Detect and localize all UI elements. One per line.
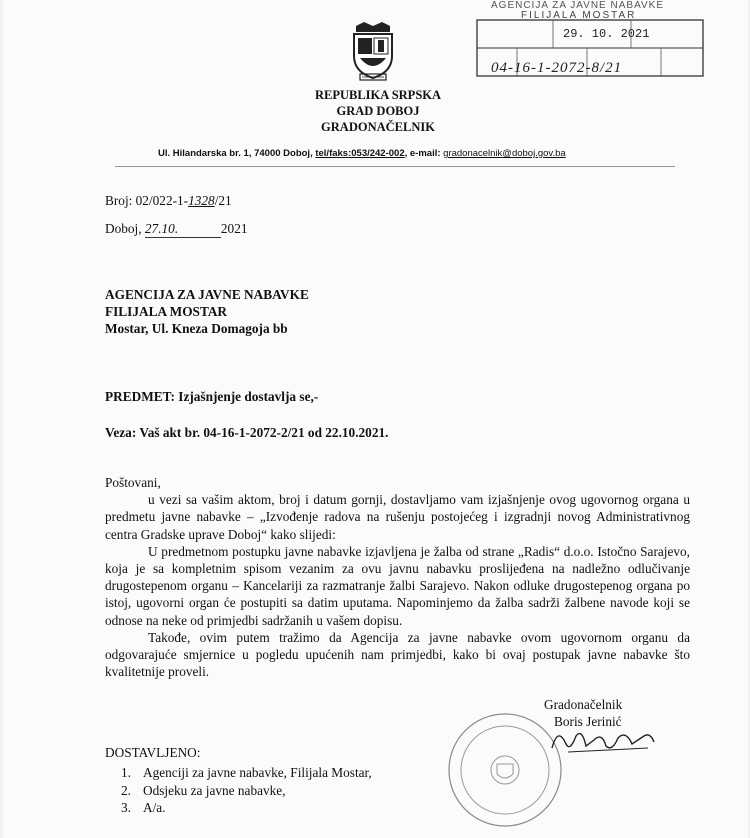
reference-label: Veza: xyxy=(105,425,137,440)
date-prefix: Doboj, xyxy=(105,221,142,236)
salutation: Poštovani, xyxy=(105,475,161,490)
header-divider xyxy=(115,166,675,167)
address-phone: tel/faks:053/242-002 xyxy=(315,148,405,159)
reference-line xyxy=(105,425,388,441)
recipient-name: AGENCIJA ZA JAVNE NABAVKE xyxy=(105,287,309,302)
stamp-agency-line: AGENCIJA ZA JAVNE NABAVKE xyxy=(491,0,665,11)
body-paragraph: Takođe, ovim putem tražimo da Agencija za javne nabavke ovom ugovornom organu da odgovarajuće smjernice u pogledu upućenih nam primjedbi, kako bi ovaj postupak javne nabavke što kvalitetnije proveli. xyxy=(105,629,690,680)
date-year: 2021 xyxy=(220,221,248,236)
letterhead-address: Ul. Hilandarska br. 1, 74000 Doboj, tel/faks:053/242-002, e-mail: gradonacelnik@doboj.gov.ba xyxy=(158,148,566,159)
letterhead-office: GRADONAČELNIK xyxy=(321,120,435,134)
stamp-branch-line: FILIJALA MOSTAR xyxy=(521,10,637,21)
list-item: 1. Agenciji za javne nabavke, Filijala Mostar, xyxy=(121,765,372,780)
body-paragraph: u vezi sa vašim aktom, broj i datum gornji, dostavljamo vam izjašnjenje ovog ugovornog organa u predmetu javne nabavke – „Izvođenje radova na rušenju postojećeg i izgradnji novog Administrativnog centra Gradske uprave Doboj“ kako slijedi: xyxy=(105,492,690,542)
distribution-heading: DOSTAVLJENO: xyxy=(105,745,201,760)
body-paragraph: U predmetnom postupku javne nabavke izjavljena je žalba od strane „Radis“ d.o.o. Istočno Sarajevo, koja je sa kompletnim spisom vezanim za ovu javnu nabavku proslijeđena na nadležno odlučivanje drugostepenom organu – Kancelariji za razmatranje žalbi Sarajevo. Nakon odluke drugostepenog organa po istoj, ugovorni organ će postupiti sa datim uputama. Napominjemo da žalba sadrži žalbene navode koji se odnose na neke od primjedbi sadržanih u vašem dopisu. xyxy=(105,543,690,628)
number-suffix: /21 xyxy=(214,193,232,208)
signatory-title: Gradonačelnik xyxy=(544,697,623,712)
official-seal xyxy=(445,710,565,830)
list-item: 3. A/a. xyxy=(121,800,166,815)
coat-of-arms-emblem xyxy=(348,20,398,82)
list-item: 2. Odsjeku za javne nabavke, xyxy=(121,782,286,798)
subject-label: PREDMET: xyxy=(105,389,175,404)
document-date xyxy=(105,221,248,238)
document-number xyxy=(105,193,232,209)
address-email: gradonacelnik@doboj.gov.ba xyxy=(443,148,566,159)
subject-text: Izjašnjenje dostavlja se,- xyxy=(178,389,319,404)
recipient-address: Mostar, Ul. Kneza Domagoja bb xyxy=(105,321,288,336)
letter-body xyxy=(105,474,690,680)
letterhead-city: GRAD DOBOJ xyxy=(336,104,420,118)
handwritten-signature xyxy=(548,722,658,758)
number-handwritten: 1328 xyxy=(188,193,215,208)
address-street: Ul. Hilandarska br. 1, 74000 Doboj xyxy=(158,148,311,159)
letterhead-country: REPUBLIKA SRPSKA xyxy=(314,88,442,102)
stamp-reference: 04-16-1-2072-8/21 xyxy=(491,60,623,76)
subject-line xyxy=(105,389,318,405)
document-page xyxy=(3,0,748,838)
date-handwritten: 27.10. xyxy=(145,221,221,238)
number-prefix: Broj: 02/022-1- xyxy=(105,193,189,208)
reference-text: Vaš akt br. 04-16-1-2072-2/21 od 22.10.2021. xyxy=(139,425,389,440)
recipient-branch: FILIJALA MOSTAR xyxy=(105,304,228,319)
distribution-list xyxy=(121,764,372,817)
signatory-name: Boris Jerinić xyxy=(554,714,622,729)
stamp-date: 29. 10. 2021 xyxy=(563,27,650,41)
